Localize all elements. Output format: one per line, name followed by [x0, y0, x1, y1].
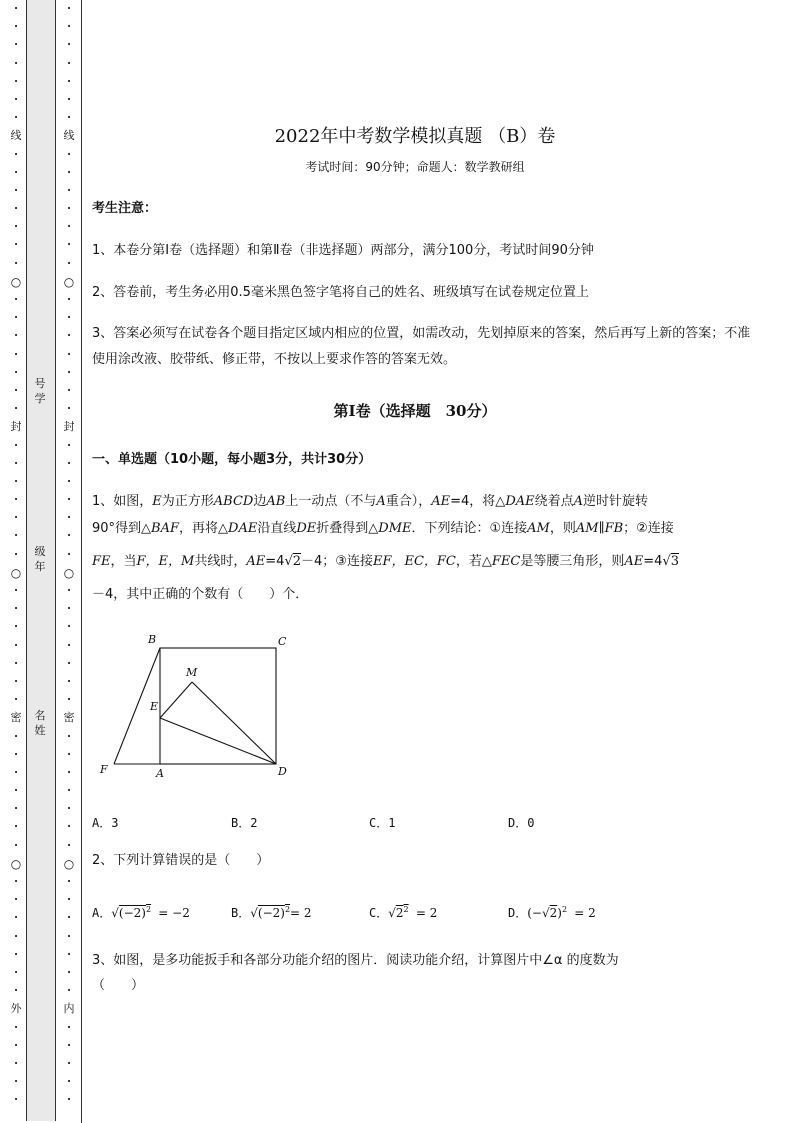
- label-d: D: [278, 765, 287, 778]
- exam-subtitle: 考试时间：90分钟；命题人：数学教研组: [305, 160, 525, 174]
- cut-line-dot: ·: [14, 293, 18, 306]
- cut-line-dot: ·: [67, 20, 71, 34]
- cut-line-dot: ·: [14, 656, 18, 670]
- cut-line-dot: ·: [14, 602, 18, 616]
- cut-line-dot: ·: [67, 674, 71, 688]
- cut-line-dot: ·: [67, 92, 71, 106]
- cut-line-dot: ·: [67, 74, 71, 88]
- cut-line-dot: ·: [67, 1075, 71, 1089]
- cut-line-dot: ·: [14, 820, 18, 834]
- cut-line-dot: ·: [14, 511, 18, 525]
- cut-line-dot: ·: [67, 729, 71, 743]
- line-em: [160, 682, 192, 718]
- cut-line-dot: ·: [67, 402, 71, 416]
- cut-line-dot: ·: [67, 784, 71, 798]
- cut-line-dot: ·: [14, 984, 18, 998]
- cut-line-dot: ·: [67, 984, 71, 998]
- cut-line-dot: ·: [14, 383, 18, 397]
- cut-line-dot: ·: [14, 402, 18, 416]
- cut-line-dot: ·: [67, 820, 71, 834]
- cut-line-dot: ·: [14, 1056, 18, 1070]
- cut-line-circle: ○: [63, 856, 75, 871]
- cut-line-circle: ○: [10, 274, 22, 289]
- cut-line-dot: ·: [14, 965, 18, 979]
- name-label: 名 姓: [34, 709, 46, 737]
- cut-line-dot: ·: [14, 638, 18, 652]
- label-m: M: [186, 666, 198, 679]
- cut-line-dot: ·: [67, 693, 71, 707]
- cut-line-dot: ·: [67, 529, 71, 543]
- cut-line-label: 密: [10, 711, 22, 725]
- cut-line-dot: ·: [67, 456, 71, 470]
- cut-line-dot: ·: [67, 202, 71, 216]
- q2-option-c[interactable]: C．$√2^2 = 2$: [369, 905, 438, 920]
- notice-item-2: 2、答卷前，考生务必用0.5毫米黑色签字笔将自己的姓名、班级填写在试卷规定位置上: [92, 285, 589, 300]
- cut-line-dot: ·: [14, 365, 18, 379]
- cut-line-dot: ·: [67, 765, 71, 779]
- cut-line-label: 封: [63, 420, 75, 434]
- cut-line-dot: ·: [14, 311, 18, 325]
- cut-line-dot: ·: [14, 493, 18, 507]
- cut-line-dot: ·: [67, 2, 71, 15]
- cut-line-dot: ·: [14, 202, 18, 216]
- cut-line-dot: ·: [14, 2, 18, 15]
- cut-line-dot: ·: [67, 147, 71, 161]
- cut-line-dot: ·: [14, 947, 18, 961]
- cut-line-dot: ·: [67, 311, 71, 325]
- cut-line-dot: ·: [67, 329, 71, 343]
- cut-line-dot: ·: [67, 547, 71, 561]
- cut-line-dot: ·: [14, 765, 18, 779]
- q2-option-b[interactable]: B．$√(-2)^2= 2$: [231, 905, 312, 920]
- cut-line-dot: ·: [14, 456, 18, 470]
- cut-line-dot: ·: [14, 347, 18, 361]
- cut-line-dot: ·: [14, 784, 18, 798]
- cut-line-dot: ·: [14, 1075, 18, 1089]
- cut-line-dot: ·: [67, 1093, 71, 1107]
- q1-option-b[interactable]: B．2: [231, 816, 258, 830]
- cut-line-dot: ·: [14, 165, 18, 179]
- cut-line-dot: ·: [67, 56, 71, 70]
- cut-line-dot: ·: [14, 111, 18, 125]
- exam-title: 2022年中考数学模拟真题 （B）卷: [274, 126, 556, 147]
- cut-line-dot: ·: [14, 20, 18, 34]
- cut-line-circle: ○: [63, 274, 75, 289]
- q1-option-a[interactable]: A．3: [92, 816, 119, 830]
- cut-line-dot: ·: [67, 838, 71, 852]
- line-md: [192, 682, 276, 764]
- cut-line-dot: ·: [14, 56, 18, 70]
- cut-line-dot: ·: [14, 929, 18, 943]
- cut-line-label: 封: [10, 420, 22, 434]
- q2-stem: 2、下列计算错误的是（ ）: [92, 853, 270, 868]
- class-label: 级 年: [34, 545, 46, 573]
- cut-line-dot: ·: [67, 638, 71, 652]
- label-f: F: [100, 763, 108, 776]
- cut-line-dot: ·: [67, 875, 71, 888]
- cut-line-dot: ·: [67, 1020, 71, 1034]
- q1-geometry-figure: [92, 630, 302, 782]
- cut-line-label: 密: [63, 711, 75, 725]
- cut-line-circle: ○: [63, 565, 75, 580]
- notice-heading: 考生注意：: [92, 201, 158, 216]
- cut-line-dot: ·: [67, 111, 71, 125]
- cut-line-dot: ·: [67, 1038, 71, 1052]
- notice-item-1: 1、本卷分第Ⅰ卷（选择题）和第Ⅱ卷（非选择题）两部分，满分100分，考试时间90分钟: [92, 243, 594, 258]
- cut-line-dot: ·: [14, 911, 18, 925]
- label-e: E: [150, 700, 159, 713]
- cut-line-dot: ·: [14, 838, 18, 852]
- cut-line-dot: ·: [14, 620, 18, 634]
- cut-line-dot: ·: [67, 238, 71, 252]
- line-ed: [160, 718, 276, 764]
- cut-line-dot: ·: [67, 584, 71, 597]
- cut-line-dot: ·: [14, 256, 18, 270]
- cut-line-dot: ·: [14, 220, 18, 234]
- cut-line-dot: ·: [67, 602, 71, 616]
- cut-line-dot: ·: [67, 347, 71, 361]
- cut-line-dot: ·: [67, 929, 71, 943]
- cut-line-label: 内: [63, 1002, 75, 1016]
- cut-line-circle: ○: [10, 565, 22, 580]
- cut-line-dot: ·: [67, 911, 71, 925]
- q1-line-2: 90°得到△BAF，再将△DAE沿直线DE折叠得到△DME．下列结论：①连接AM，则AM∥FB；②连接: [92, 521, 674, 536]
- label-c: C: [278, 635, 287, 648]
- cut-line-dot: ·: [67, 493, 71, 507]
- cut-line-label: 外: [10, 1002, 22, 1016]
- cut-line-dot: ·: [67, 438, 71, 452]
- cut-line-dot: ·: [14, 693, 18, 707]
- cut-line-dot: ·: [14, 674, 18, 688]
- cut-line-dot: ·: [67, 383, 71, 397]
- student-id-label: 号 学: [34, 377, 46, 405]
- cut-line-dot: ·: [67, 365, 71, 379]
- q1-line-4: －4，其中正确的个数有（ ）个．: [92, 587, 309, 602]
- cut-line-dot: ·: [67, 802, 71, 816]
- cut-line-dot: ·: [14, 438, 18, 452]
- cut-line-dot: ·: [14, 802, 18, 816]
- q1-option-c[interactable]: C．1: [369, 816, 396, 830]
- cut-line-dot: ·: [14, 329, 18, 343]
- q2-option-d[interactable]: D．$(-√2)^2 = 2$: [508, 905, 596, 920]
- q1-option-d[interactable]: D．0: [508, 816, 535, 830]
- cut-line-dot: ·: [67, 183, 71, 197]
- cut-line-dot: ·: [67, 747, 71, 761]
- cut-line-label: 线: [63, 129, 75, 143]
- notice-item-3: 3、答案必须写在试卷各个题目指定区域内相应的位置，如需改动，先划掉原来的答案，然后再写上新的答案；不准使用涂改液、胶带纸、修正带，不按以上要求作答的答案无效。: [92, 326, 751, 367]
- cut-line-dot: ·: [67, 293, 71, 306]
- cut-line-dot: ·: [67, 511, 71, 525]
- part-heading: 一、单选题（10小题，每小题3分，共计30分）: [92, 452, 372, 467]
- cut-line-dot: ·: [14, 1020, 18, 1034]
- cut-line-dot: ·: [14, 38, 18, 52]
- cut-line-dot: ·: [14, 474, 18, 488]
- label-a: A: [156, 767, 164, 780]
- q2-option-a[interactable]: A．$√(-2)^2 = -2$: [92, 905, 190, 920]
- cut-line-dot: ·: [14, 147, 18, 161]
- cut-line-circle: ○: [10, 856, 22, 871]
- cut-line-dot: ·: [67, 165, 71, 179]
- cut-line-dot: ·: [67, 220, 71, 234]
- cut-line-dot: ·: [14, 1038, 18, 1052]
- cut-line-dot: ·: [14, 238, 18, 252]
- cut-line-dot: ·: [67, 620, 71, 634]
- cut-line-dot: ·: [67, 965, 71, 979]
- label-b: B: [148, 633, 157, 646]
- section-title: 第Ⅰ卷（选择题 30分）: [333, 402, 497, 420]
- q1-line-3: FE，当F，E，M共线时，AE=4√2－4；③连接EF，EC，FC，若△FEC是等腰三角形，则AE=4√3: [92, 554, 679, 569]
- cut-line-dot: ·: [67, 947, 71, 961]
- cut-line-dot: ·: [14, 74, 18, 88]
- cut-line-dot: ·: [67, 474, 71, 488]
- q3-line-1: 3、如图，是多功能扳手和各部分功能介绍的图片．阅读功能介绍，计算图片中∠α 的度数为: [92, 953, 619, 968]
- cut-line-dot: ·: [14, 529, 18, 543]
- cut-line-dot: ·: [67, 1056, 71, 1070]
- cut-line-label: 线: [10, 129, 22, 143]
- cut-line-dot: ·: [14, 747, 18, 761]
- cut-line-dot: ·: [14, 547, 18, 561]
- cut-line-dot: ·: [67, 893, 71, 907]
- q1-line-1: 1、如图，E为正方形ABCD边AB上一动点（不与A重合），AE=4，将△DAE绕着点A逆时针旋转: [92, 494, 649, 509]
- cut-line-dot: ·: [14, 1093, 18, 1107]
- cut-line-dot: ·: [14, 875, 18, 888]
- cut-line-dot: ·: [14, 729, 18, 743]
- cut-line-dot: ·: [67, 656, 71, 670]
- cut-line-dot: ·: [67, 256, 71, 270]
- cut-line-dot: ·: [14, 584, 18, 597]
- q3-line-2: （ ）: [92, 978, 145, 993]
- cut-line-dot: ·: [14, 92, 18, 106]
- cut-line-dot: ·: [67, 38, 71, 52]
- cut-line-dot: ·: [14, 183, 18, 197]
- cut-line-dot: ·: [14, 893, 18, 907]
